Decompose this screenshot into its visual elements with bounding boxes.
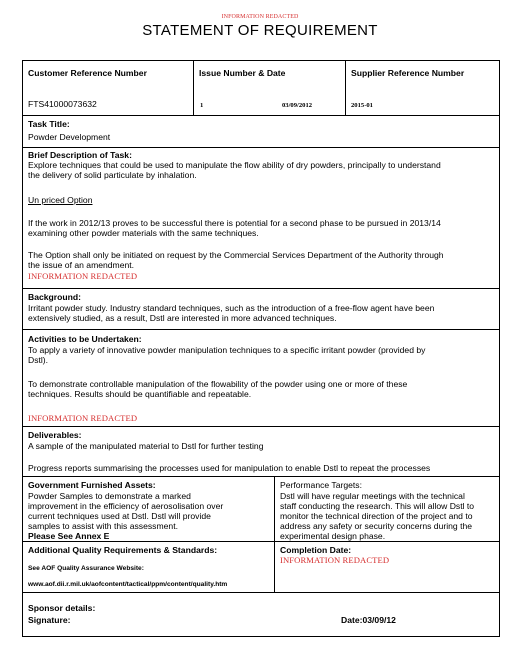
ref-divider-2 (345, 61, 346, 115)
supplier-reference-label: Supplier Reference Number (351, 68, 465, 78)
performance-text: staff conducting the research. This will allow Dstl to (280, 501, 475, 511)
ref-divider-1 (193, 61, 194, 115)
task-title-label: Task Title: (28, 119, 70, 129)
divider (23, 541, 499, 542)
activities-text: techniques. Results should be quantifiable and repeatable. (28, 389, 252, 399)
performance-targets-label: Performance Targets: (280, 480, 362, 490)
gfa-text: samples to assist with this assessment. (28, 521, 178, 531)
divider (23, 592, 499, 593)
customer-reference-value: FTS41000073632 (28, 99, 97, 109)
gfa-label: Government Furnished Assets: (28, 480, 156, 490)
background-label: Background: (28, 292, 81, 302)
option-text: examining other powder materials with the same techniques. (28, 228, 259, 238)
performance-text: address any safety or security concerns during the (280, 521, 473, 531)
supplier-reference-value: 2015-01 (351, 102, 373, 109)
option-text: The Option shall only be initiated on request by the Commercial Services Department of the Authority through (28, 250, 444, 260)
activities-text: To demonstrate controllable manipulation of the flowability of the powder using one or more of these (28, 379, 408, 389)
gfa-text: current techniques used at Dstl. Dstl will provide (28, 511, 211, 521)
performance-text: Dstl will have regular meetings with the technical (280, 491, 465, 501)
deliverables-text: A sample of the manipulated material to Dstl for further testing (28, 441, 264, 451)
quality-website-link[interactable]: www.aof.dii.r.mil.uk/aofcontent/tactical/ppm/content/quality.htm (28, 581, 228, 588)
document-title: STATEMENT OF REQUIREMENT (142, 22, 378, 39)
divider (23, 288, 499, 289)
gfa-text: improvement in the efficiency of aerosolisation over (28, 501, 224, 511)
performance-text: monitor the technical direction of the project and to (280, 511, 473, 521)
background-text: Irritant powder study. Industry standard techniques, such as the introduction of a free-flow agent have been (28, 303, 435, 313)
column-divider (274, 476, 275, 592)
issue-date-value: 03/09/2012 (282, 102, 313, 109)
background-text: extensively studied, as a result, Dstl are interested in more advanced techniques. (28, 313, 337, 323)
signature-label: Signature: (28, 615, 71, 625)
quality-see-text: See AOF Quality Assurance Website: (28, 565, 144, 572)
gfa-annex: Please See Annex E (28, 531, 110, 541)
sponsor-details-label: Sponsor details: (28, 603, 96, 613)
brief-redaction: INFORMATION REDACTED (28, 271, 138, 281)
completion-date-label: Completion Date: (280, 545, 352, 555)
gfa-text: Powder Samples to demonstrate a marked (28, 491, 191, 501)
activities-redaction: INFORMATION REDACTED (28, 413, 138, 423)
brief-description-label: Brief Description of Task: (28, 150, 132, 160)
brief-description-text: the delivery of solid particulate by inhalation. (28, 170, 197, 180)
divider (23, 476, 499, 477)
option-text: If the work in 2012/13 proves to be successful there is potential for a second phase to be pursued in 2013/14 (28, 218, 441, 228)
brief-description-text: Explore techniques that could be used to manipulate the flow ability of dry powders, principally to understand (28, 160, 441, 170)
completion-redaction: INFORMATION REDACTED (280, 555, 390, 565)
deliverables-label: Deliverables: (28, 430, 82, 440)
quality-requirements-label: Additional Quality Requirements & Standards: (28, 545, 218, 555)
task-title-value: Powder Development (28, 132, 111, 142)
divider (23, 329, 499, 330)
deliverables-text: Progress reports summarising the processes used for manipulation to enable Dstl to repeat the processes (28, 463, 431, 473)
activities-text: To apply a variety of innovative powder manipulation techniques to a specific irritant powder (provided by (28, 345, 426, 355)
option-text: the issue of an amendment. (28, 260, 135, 270)
divider (23, 426, 499, 427)
unpriced-option-heading: Un priced Option (28, 195, 93, 205)
divider (23, 115, 499, 116)
activities-label: Activities to be Undertaken: (28, 334, 142, 344)
customer-reference-label: Customer Reference Number (28, 68, 147, 78)
issue-number-value: 1 (200, 102, 204, 109)
sponsor-date: Date:03/09/12 (341, 615, 396, 625)
requirement-form (22, 60, 500, 637)
header-redaction: INFORMATION REDACTED (221, 14, 299, 20)
divider (23, 147, 499, 148)
performance-text: experimental design phase. (280, 531, 386, 541)
activities-text: Dstl). (28, 355, 49, 365)
issue-number-label: Issue Number & Date (199, 68, 286, 78)
